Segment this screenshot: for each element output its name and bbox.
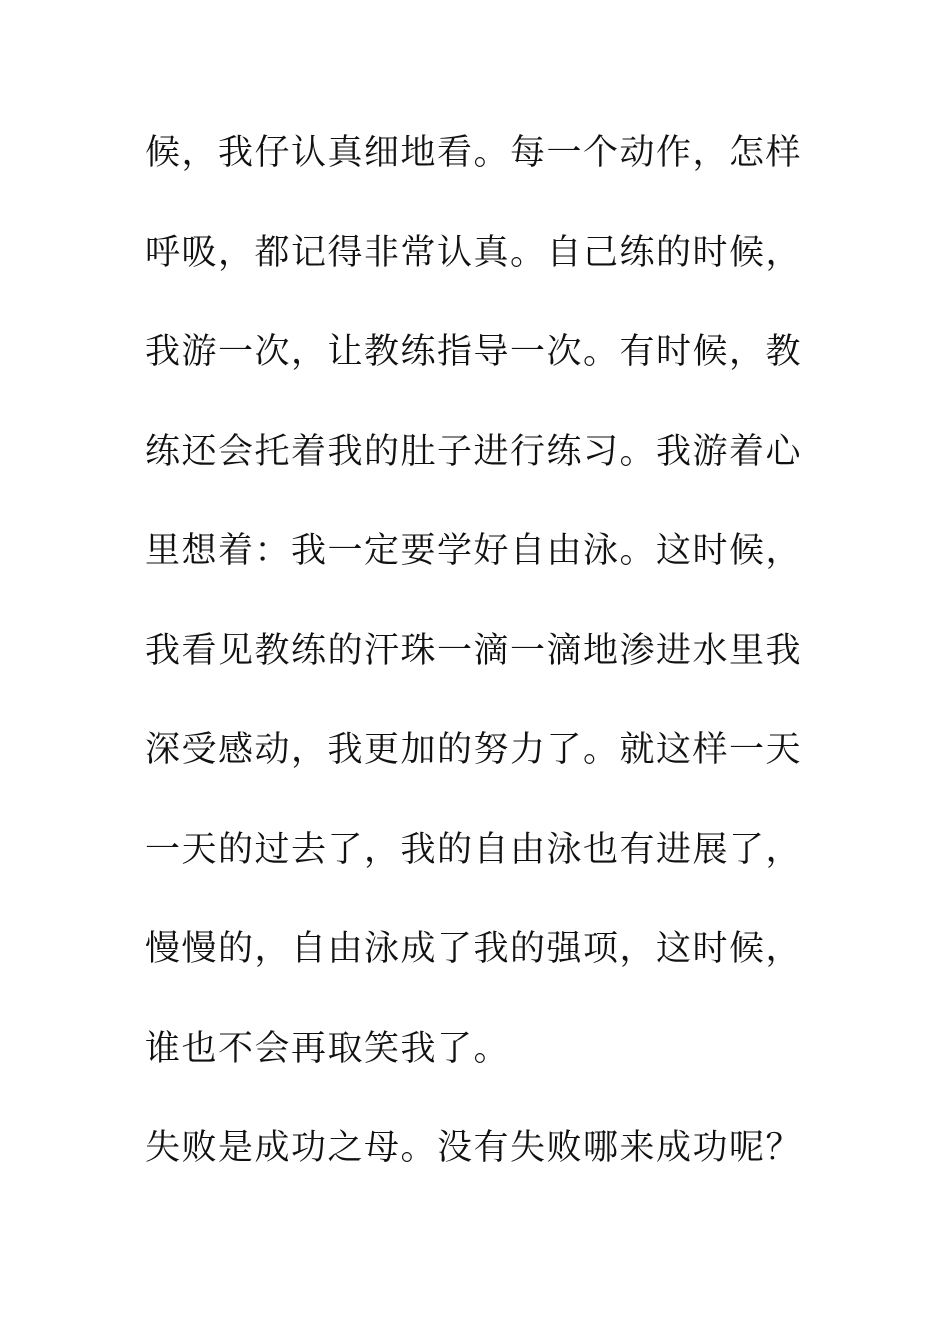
text-line: 谁也不会再取笑我了。 xyxy=(145,1028,511,1069)
text-line: 我游一次，让教练指导一次。有时候，教 xyxy=(145,332,803,372)
text-line: 慢慢的，自由泳成了我的强项，这时候， xyxy=(145,929,803,969)
paragraph-1 xyxy=(145,124,825,1119)
text-line: 呼吸，都记得非常认真。自己练的时候， xyxy=(145,232,803,273)
text-line: 候，我仔认真细地看。每一个动作，怎样 xyxy=(145,133,803,173)
body-text xyxy=(145,124,825,1219)
text-line: 练还会托着我的肚子进行练习。我游着心 xyxy=(145,431,803,472)
text-line: 一天的过去了，我的自由泳也有进展了， xyxy=(145,829,803,870)
text-line: 我看见教练的汗珠一滴一滴地渗进水里我 xyxy=(145,630,803,671)
text-line: 深受感动，我更加的努力了。就这样一天 xyxy=(145,730,803,770)
text-line: 失败是成功之母。没有失败哪来成功呢？ xyxy=(145,1128,803,1168)
text-line: 里想着：我一定要学好自由泳。这时候， xyxy=(145,531,803,571)
paragraph-2 xyxy=(145,1119,825,1219)
